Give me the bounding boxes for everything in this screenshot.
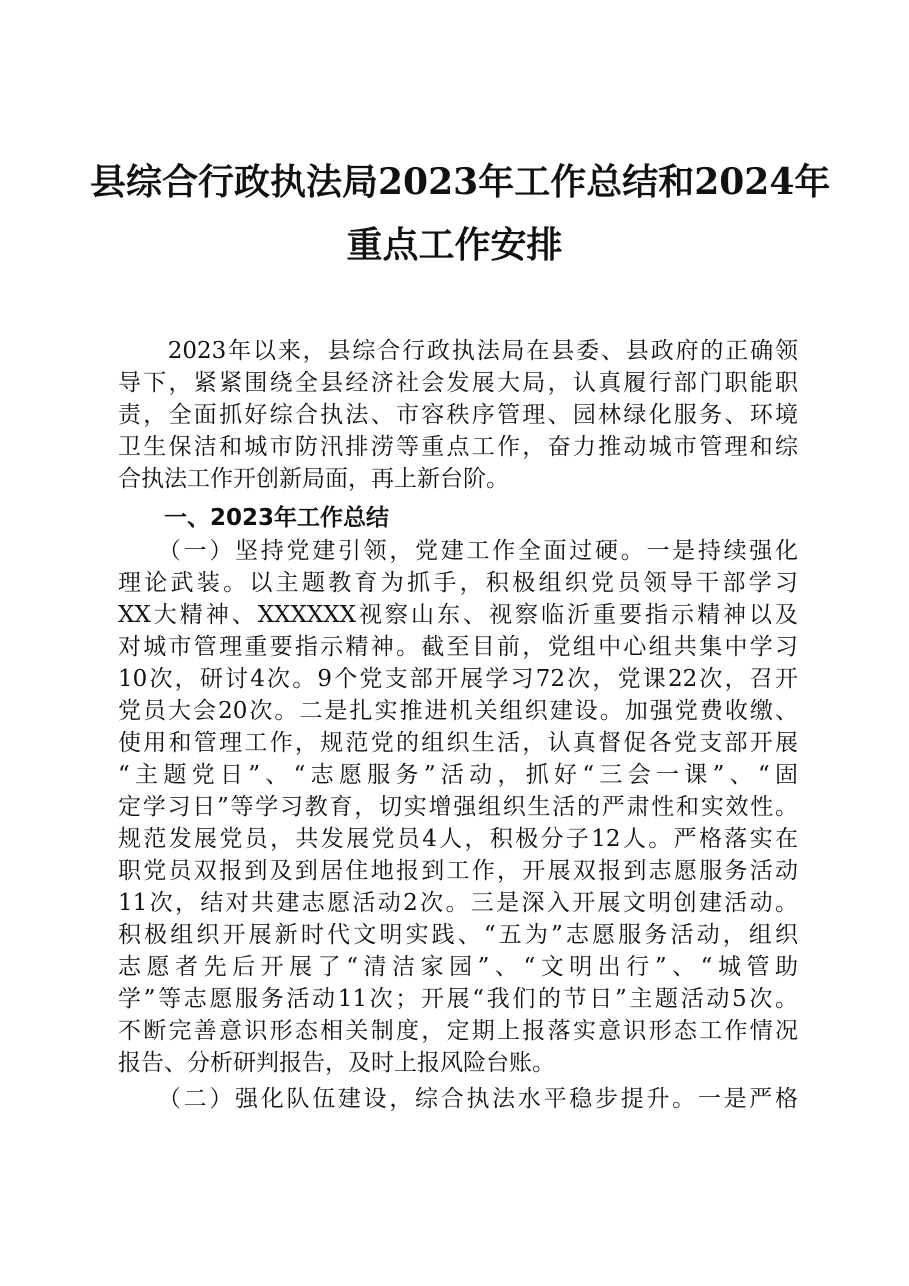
paragraph-line: 积极组织开展新时代文明实践、“五为”志愿服务活动，组织: [118, 922, 798, 948]
paragraph-line: 对城市管理重要指示精神。截至目前，党组中心组共集中学习: [118, 634, 798, 660]
paragraph-line: 使用和管理工作，规范党的组织生活，认真督促各党支部开展: [118, 730, 798, 756]
paragraph-line: 职党员双报到及到居住地报到工作，开展双报到志愿服务活动: [118, 858, 798, 884]
paragraph-line: 11次，结对共建志愿活动2次。三是深入开展文明创建活动。: [118, 890, 798, 916]
paragraph-line: 规范发展党员，共发展党员4人，积极分子12人。严格落实在: [118, 826, 798, 852]
paragraph-line: 2023年以来，县综合行政执法局在县委、县政府的正确领: [118, 338, 798, 364]
paragraph-line: 志愿者先后开展了“清洁家园”、“文明出行”、“城管助: [118, 954, 798, 980]
paragraph-line: 理论武装。以主题教育为抓手，积极组织党员领导干部学习: [118, 570, 798, 596]
section-heading: 一、2023年工作总结: [118, 505, 390, 531]
paragraph-line: “主题党日”、“志愿服务”活动，抓好“三会一课”、“固: [118, 762, 798, 788]
paragraph-line: 报告、分析研判报告，及时上报风险台账。: [118, 1050, 555, 1076]
paragraph-line: （二）强化队伍建设，综合执法水平稳步提升。一是严格: [118, 1086, 798, 1112]
paragraph-line: 卫生保洁和城市防汛排涝等重点工作，奋力推动城市管理和综: [118, 434, 798, 460]
paragraph-line: 学”等志愿服务活动11次；开展“我们的节日”主题活动5次。: [118, 986, 798, 1012]
paragraph-line: 导下，紧紧围绕全县经济社会发展大局，认真履行部门职能职: [118, 370, 798, 396]
paragraph-line: 10次，研讨4次。9个党支部开展学习72次，党课22次，召开: [118, 666, 798, 692]
paragraph-line: 责，全面抓好综合执法、市容秩序管理、园林绿化服务、环境: [118, 402, 798, 428]
paragraph-line: 合执法工作开创新局面，再上新台阶。: [118, 466, 509, 492]
paragraph-line: 党员大会20次。二是扎实推进机关组织建设。加强党费收缴、: [118, 698, 798, 724]
paragraph-line: XX大精神、XXXXXX视察山东、视察临沂重要指示精神以及: [118, 602, 798, 628]
paragraph-line: 定学习日”等学习教育，切实增强组织生活的严肃性和实效性。: [118, 794, 798, 820]
paragraph-line: （一）坚持党建引领，党建工作全面过硬。一是持续强化: [118, 538, 798, 564]
paragraph-line: 不断完善意识形态相关制度，定期上报落实意识形态工作情况: [118, 1018, 798, 1044]
document-title-line-2: 重点工作安排: [346, 224, 563, 266]
document-title-line-1: 县综合行政执法局2023年工作总结和2024年: [90, 161, 831, 203]
